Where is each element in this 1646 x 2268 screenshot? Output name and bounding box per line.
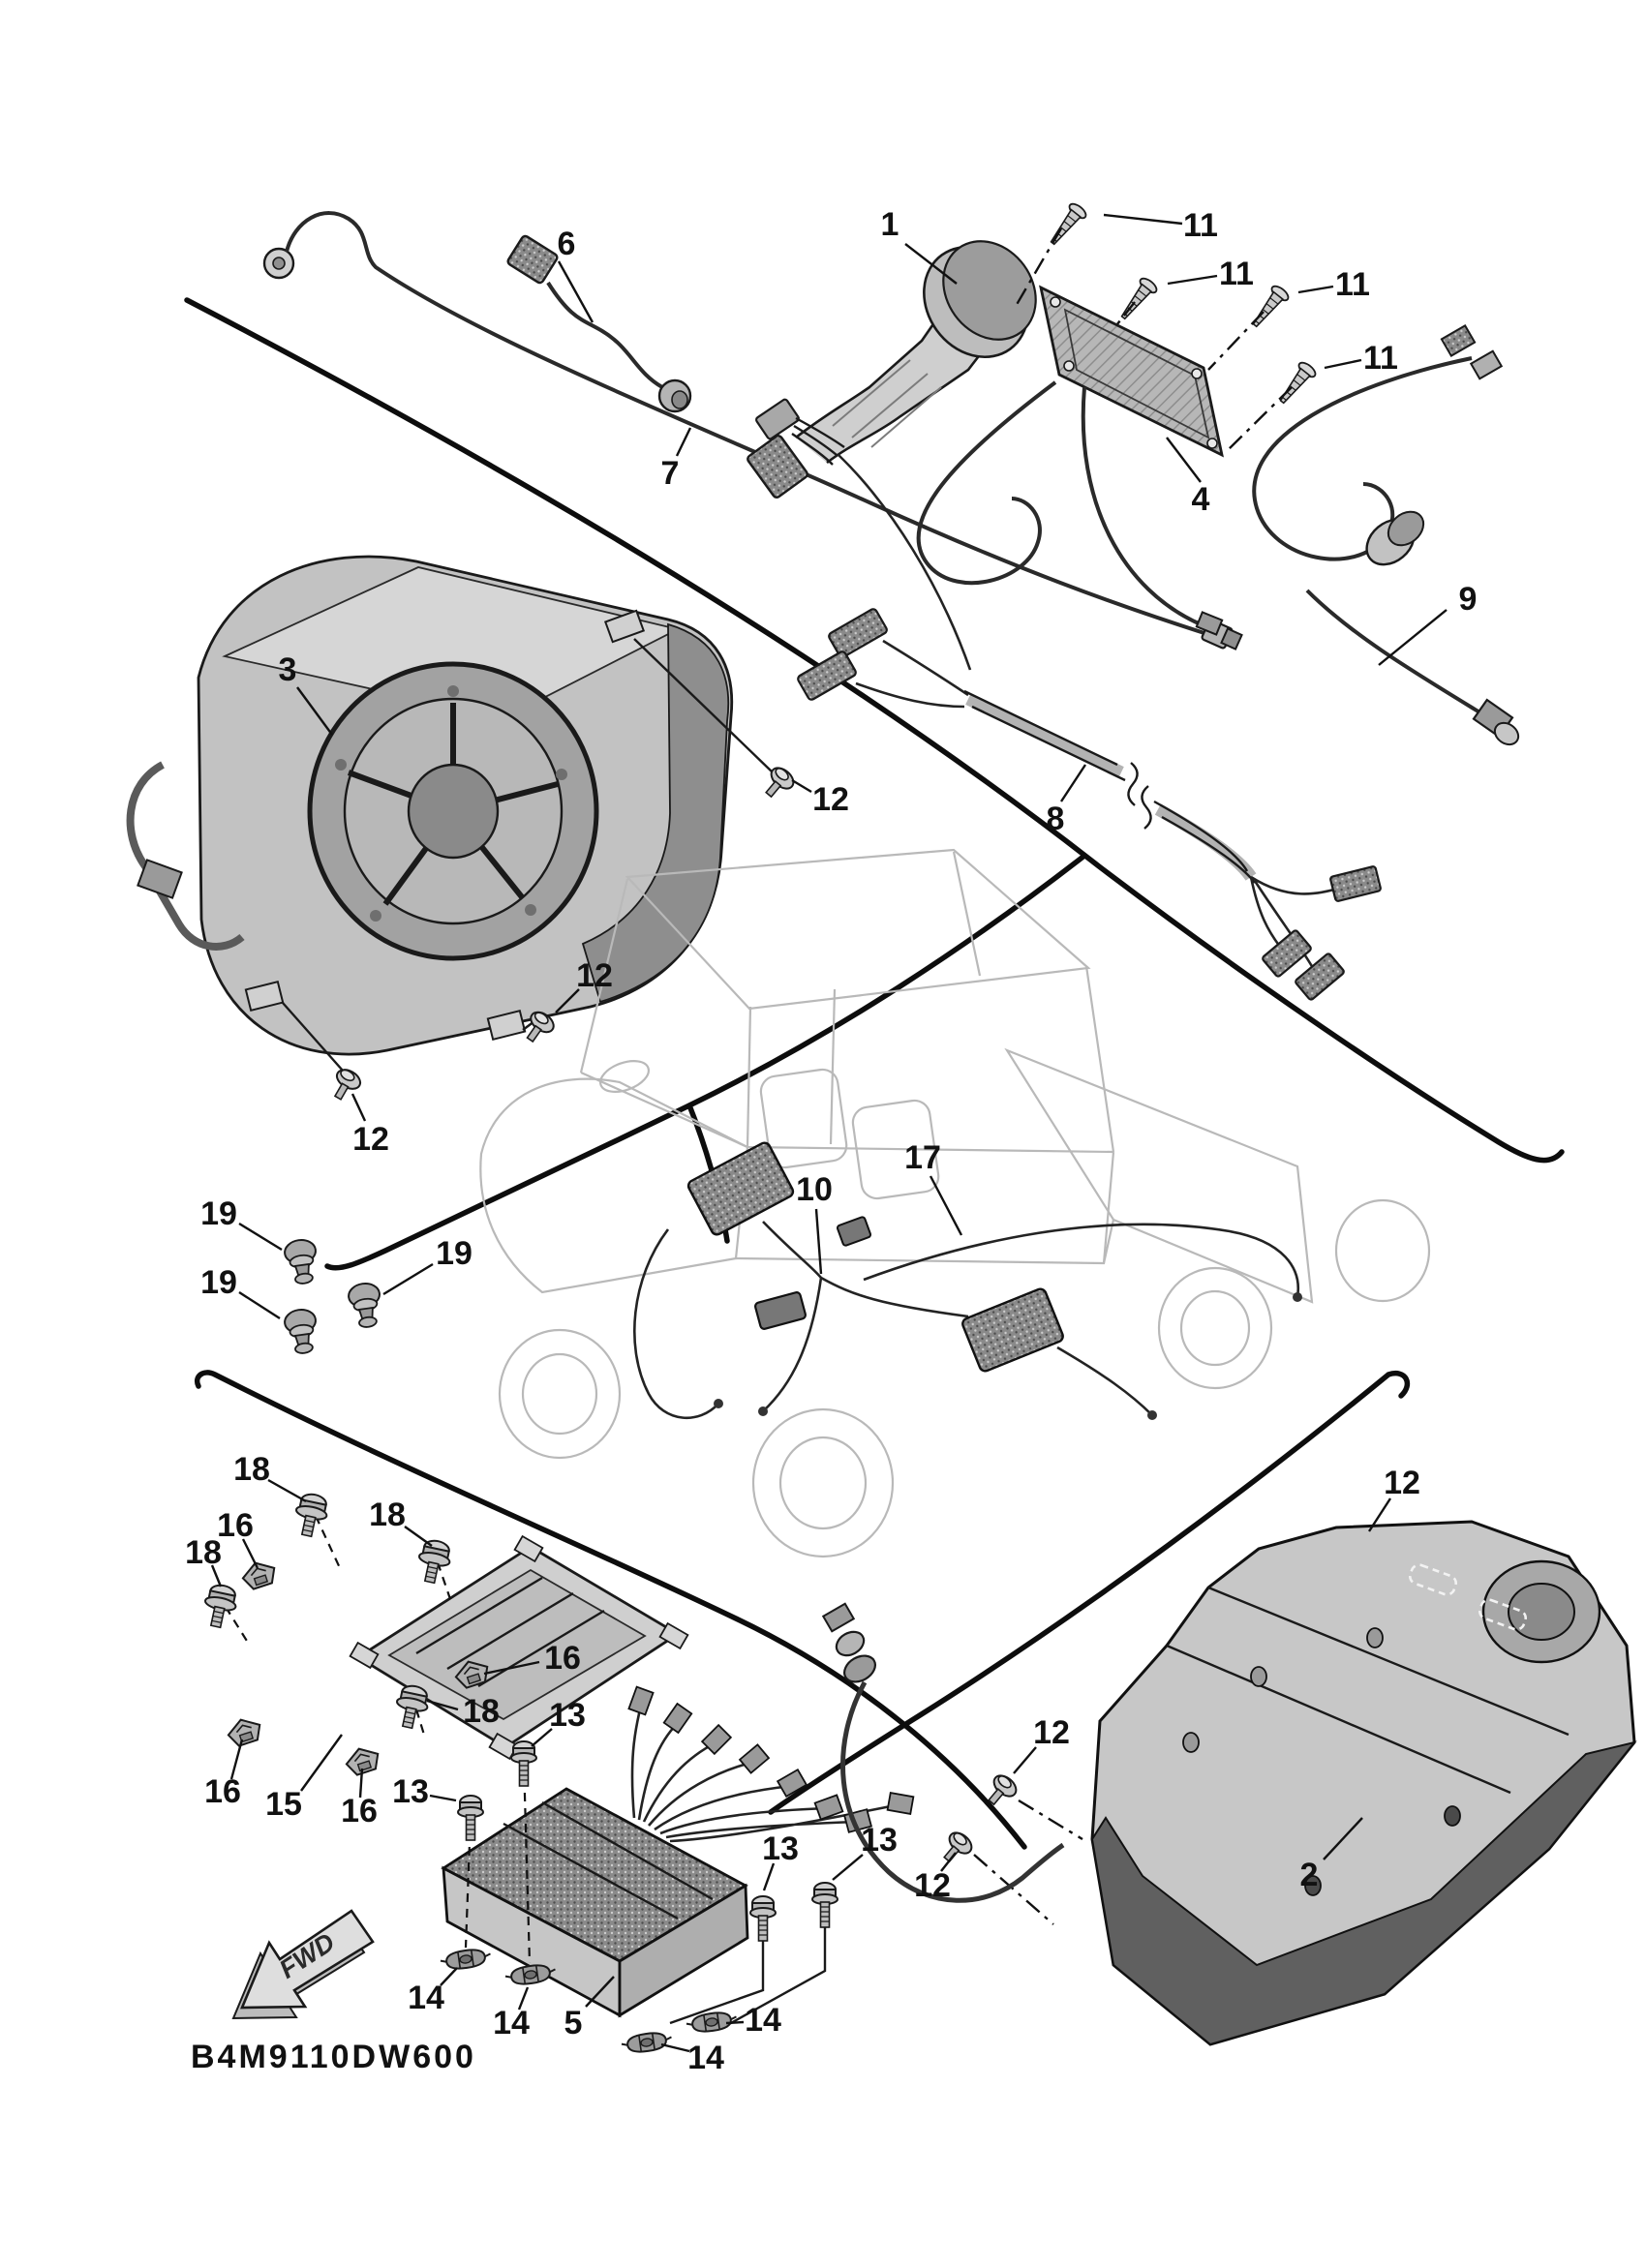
callout-6-5[interactable]: 6 [557,226,576,262]
clip-19 [284,1238,320,1285]
callout-3-9[interactable]: 3 [278,651,297,688]
callout-leader-11 [1325,360,1361,368]
screw-12 [327,1066,364,1104]
screw-11 [1045,201,1088,249]
callout-19-15[interactable]: 19 [436,1235,472,1272]
callout-leader-4 [1167,438,1201,482]
callout-14-33[interactable]: 14 [493,2005,530,2041]
callout-18-19[interactable]: 18 [233,1451,270,1488]
bolt-13 [812,1883,838,1927]
screw-11 [1274,360,1318,408]
bolt-18 [200,1583,239,1630]
callout-leader-11 [1104,215,1182,224]
callout-19-14[interactable]: 19 [200,1195,237,1232]
screw-12 [937,1829,976,1867]
callout-13-30[interactable]: 13 [762,1830,799,1867]
callout-leader-10 [816,1209,821,1274]
callout-7-6[interactable]: 7 [660,455,680,492]
callout-15-27[interactable]: 15 [265,1786,302,1823]
callout-13-29[interactable]: 13 [392,1773,429,1810]
callout-9-8[interactable]: 9 [1458,581,1478,618]
fwd-label: FWD [274,1927,341,1984]
callout-leader-18 [405,1527,432,1546]
callout-leader-13 [430,1796,456,1800]
callout-leader-13 [764,1863,774,1890]
callout-12-39[interactable]: 12 [914,1867,951,1904]
callout-14-35[interactable]: 14 [687,2040,724,2076]
part-10-wire-harness [634,1141,1302,1420]
clip-16 [226,1714,264,1747]
callout-leader-18 [268,1480,306,1501]
callout-leader-12 [792,780,811,792]
callout-4-7[interactable]: 4 [1191,481,1210,518]
callout-16-28[interactable]: 16 [341,1793,378,1830]
bolt-18 [291,1492,330,1539]
part-8-harness-sub-lead [755,399,1381,1001]
washer-14 [440,1947,492,1971]
callout-13-25[interactable]: 13 [549,1697,586,1734]
callout-12-10[interactable]: 12 [812,781,849,818]
callout-12-38[interactable]: 12 [1033,1714,1070,1751]
callout-leader-19 [239,1292,280,1318]
callout-11-3[interactable]: 11 [1335,266,1370,303]
washer-14 [621,2030,673,2054]
callout-leader-14 [661,2044,689,2051]
bolt-13 [750,1896,776,1941]
callout-14-32[interactable]: 14 [408,1980,444,2016]
callout-leader-8 [1061,765,1085,801]
callout-2-40[interactable]: 2 [1299,1857,1319,1893]
callout-leader-13 [833,1855,863,1880]
callout-18-22[interactable]: 18 [185,1534,222,1571]
callout-12-12[interactable]: 12 [576,957,613,994]
callout-leader-12 [352,1094,365,1121]
clip-19 [284,1308,320,1355]
callout-18-21[interactable]: 18 [369,1497,406,1533]
callout-leader-12 [1014,1747,1036,1773]
callout-1-0[interactable]: 1 [880,206,899,243]
bolt-13 [458,1796,483,1840]
part-3-speaker-left [131,557,773,1071]
callout-8-11[interactable]: 8 [1046,801,1065,837]
callout-leader-19 [383,1264,433,1294]
clip-19 [348,1282,384,1329]
callout-13-31[interactable]: 13 [861,1822,898,1859]
callout-11-4[interactable]: 11 [1363,340,1398,377]
callout-16-26[interactable]: 16 [204,1773,241,1810]
callout-11-2[interactable]: 11 [1219,256,1254,292]
callout-16-20[interactable]: 16 [217,1507,254,1544]
callout-5-34[interactable]: 5 [564,2005,583,2041]
fwd-arrow [233,1911,373,2018]
part-1-connector [747,223,1055,499]
screw-12 [759,764,798,802]
clip-16 [240,1557,279,1590]
callout-10-17[interactable]: 10 [796,1171,833,1208]
bolt-18 [414,1538,453,1586]
part-2-speaker-right [823,1522,1634,2044]
bolt-18 [392,1683,431,1731]
callout-16-23[interactable]: 16 [544,1640,581,1677]
part-code: B4M9110DW600 [191,2039,476,2075]
screw-11 [1115,276,1159,323]
callout-leader-7 [677,428,690,456]
bolt-13 [511,1741,536,1786]
callout-leader-11 [1168,276,1217,284]
callout-17-18[interactable]: 17 [904,1139,941,1176]
callout-leader-15 [301,1735,342,1791]
callout-19-16[interactable]: 19 [200,1264,237,1301]
callout-18-24[interactable]: 18 [463,1693,500,1730]
callout-leader-14 [726,2022,744,2023]
callout-leader-9 [1379,610,1447,665]
callout-11-1[interactable]: 11 [1183,207,1218,244]
callout-leader-19 [239,1224,282,1250]
part-15-bracket [226,1516,687,1759]
callout-14-36[interactable]: 14 [745,2002,781,2039]
callout-leader-11 [1298,287,1333,292]
callout-12-37[interactable]: 12 [1384,1465,1420,1501]
callout-leader-17 [930,1176,961,1235]
callout-12-13[interactable]: 12 [352,1121,389,1158]
